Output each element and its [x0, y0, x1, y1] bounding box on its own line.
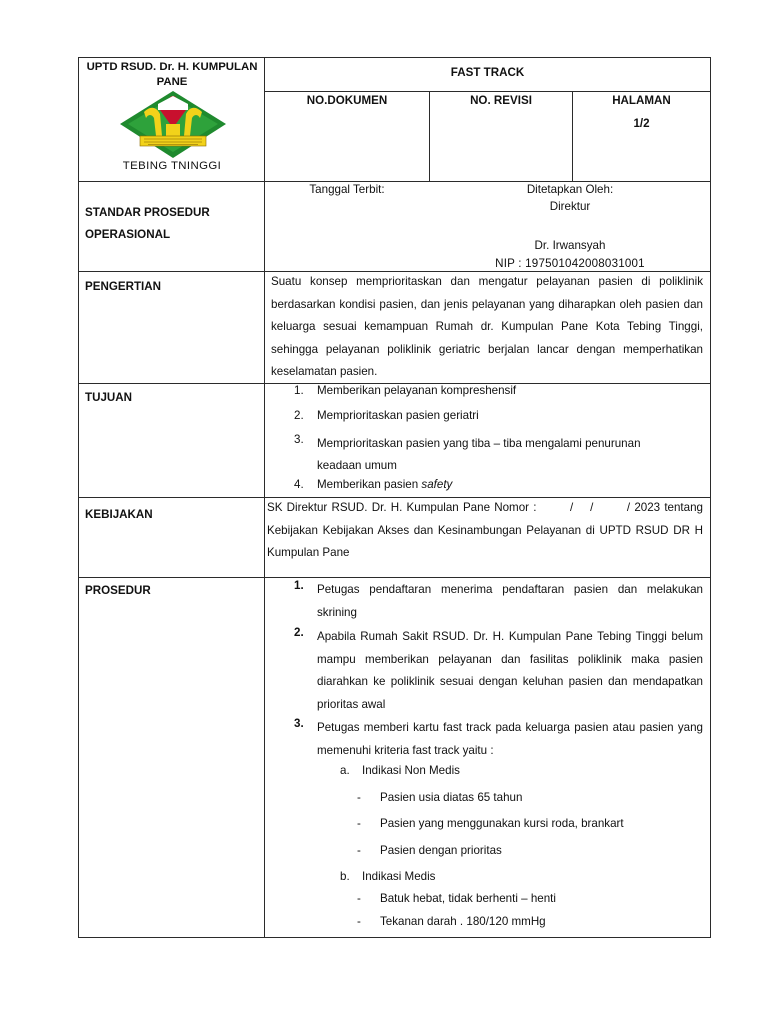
document-title: FAST TRACK	[450, 66, 525, 79]
page-header: HALAMAN	[612, 94, 671, 107]
dash-bullet: -	[357, 791, 361, 804]
dash-bullet: -	[357, 817, 361, 830]
list-item-italic: safety	[421, 478, 453, 491]
list-number: 1.	[294, 384, 304, 397]
list-item: Memberikan pelayanan kompreshensif	[317, 384, 517, 397]
pengertian-text: Suatu konsep memprioritaskan dan mengatur pelayanan pasien di poliklinik berdasarkan kondisi pasien, dan jenis pelayanan yang diharapkan oleh pasien dan keluarga sesuai kemampuan Rumah dr. Kumpulan Pane Kota Tebing Tinggi, sehingga pelayanan poliklinik geriatric berjalan lancar dengan memperhatikan keselamatan pasien.	[271, 275, 703, 378]
sop-label-line-1: STANDAR PROSEDUR	[85, 206, 210, 219]
hospital-name: UPTD RSUD. Dr. H. KUMPULAN PANE	[86, 61, 258, 88]
table-border-top	[78, 57, 711, 58]
tujuan-label: TUJUAN	[85, 391, 133, 404]
dash-bullet: -	[357, 844, 361, 857]
pengertian-label: PENGERTIAN	[85, 280, 162, 293]
kebijakan-text: SK Direktur RSUD. Dr. H. Kumpulan Pane Nomor : / / / 2023 tentang Kebijakan Kebijakan Akses dan Kesinambungan Pelayanan di UPTD RSUD DR H Kumpulan Pane	[267, 501, 707, 559]
set-by-label: Ditetapkan Oleh:	[526, 183, 614, 196]
list-number: 2.	[294, 626, 304, 639]
sublist-letter: b.	[340, 870, 350, 883]
director-role: Direktur	[549, 200, 591, 213]
row-divider	[78, 577, 711, 578]
list-item	[317, 478, 707, 491]
list-number: 1.	[294, 579, 304, 592]
logo-emblem-icon	[118, 90, 228, 160]
hospital-city: TEBING TNINGGI	[122, 160, 222, 172]
list-item: Memprioritaskan pasien geriatri	[317, 409, 479, 422]
list-item: Memprioritaskan pasien yang tiba – tiba mengalami penurunan keadaan umum	[317, 437, 641, 472]
row-divider	[264, 91, 711, 92]
list-number: 2.	[294, 409, 304, 422]
revision-header: NO. REVISI	[470, 94, 532, 107]
list-item: Petugas pendaftaran menerima pendaftaran pasien dan melakukan skrining	[317, 583, 703, 619]
list-item: Apabila Rumah Sakit RSUD. Dr. H. Kumpulan Pane Tebing Tinggi belum mampu memberikan pelayanan dan fasilitas poliklinik maka pasien diarahkan ke poliklinik sesuai dengan keluhan pasien dan mendapatkan prioritas awal	[317, 630, 703, 711]
prosedur-label: PROSEDUR	[85, 584, 151, 597]
criteria-item: Pasien yang menggunakan kursi roda, brankart	[380, 817, 624, 830]
kebijakan-label: KEBIJAKAN	[85, 508, 153, 521]
criteria-item: Pasien usia diatas 65 tahun	[380, 791, 523, 804]
list-number: 3.	[294, 717, 304, 730]
criteria-item: Tekanan darah . 180/120 mmHg	[380, 915, 546, 928]
issue-date-label: Tanggal Terbit:	[309, 183, 385, 196]
list-number: 3.	[294, 433, 304, 446]
list-item-text: Memberikan pasien	[317, 478, 422, 491]
criteria-item: Batuk hebat, tidak berhenti – henti	[380, 892, 556, 905]
list-item: Petugas memberi kartu fast track pada keluarga pasien atau pasien yang memenuhi kriteria fast track yaitu :	[317, 721, 703, 757]
sop-label-line-2: OPERASIONAL	[85, 228, 171, 241]
sublist-heading: Indikasi Non Medis	[362, 764, 460, 777]
criteria-item: Pasien dengan prioritas	[380, 844, 502, 857]
sublist-letter: a.	[340, 764, 350, 777]
dash-bullet: -	[357, 915, 361, 928]
director-nip: NIP : 197501042008031001	[495, 257, 645, 270]
sublist-heading: Indikasi Medis	[362, 870, 436, 883]
dash-bullet: -	[357, 892, 361, 905]
page-number: 1/2	[633, 117, 650, 130]
hospital-logo	[118, 90, 228, 160]
director-name: Dr. Irwansyah	[534, 239, 606, 252]
table-border-bottom	[78, 937, 711, 938]
doc-number-header: NO.DOKUMEN	[306, 94, 388, 107]
row-divider	[78, 181, 711, 182]
list-number: 4.	[294, 478, 304, 491]
